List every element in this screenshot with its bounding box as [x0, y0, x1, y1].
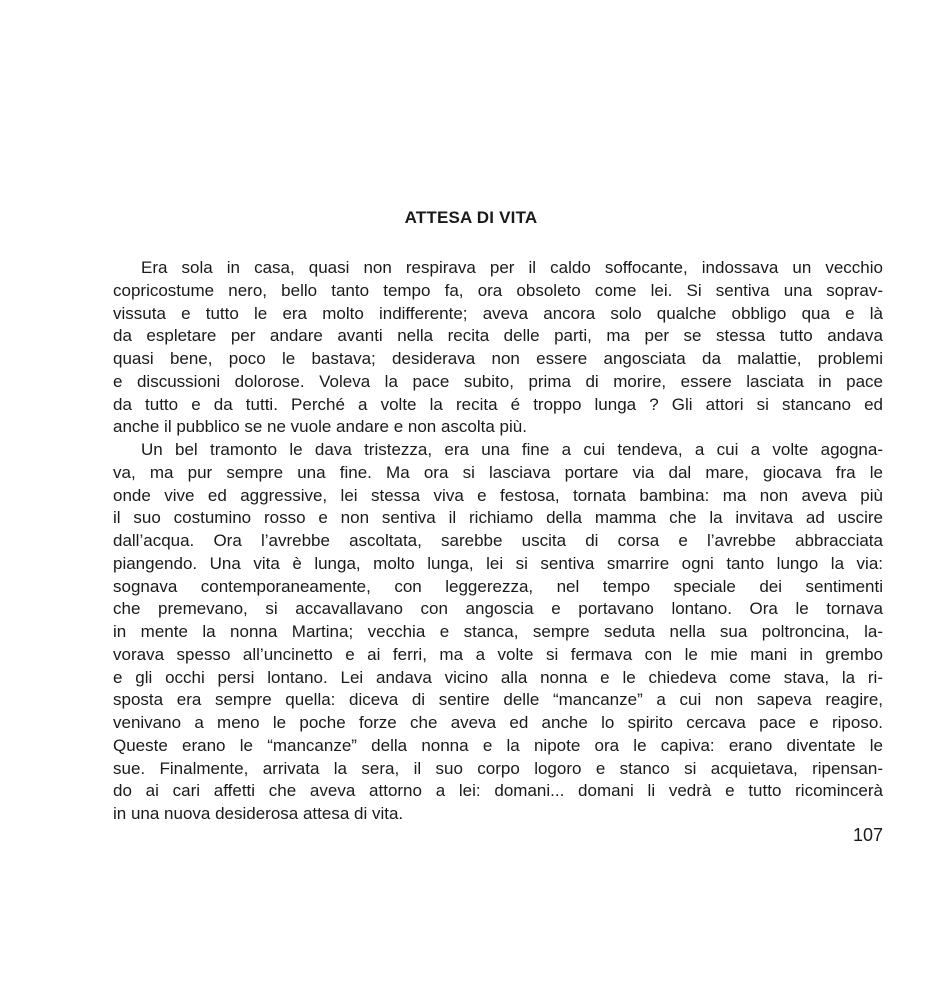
- text-line: quasi bene, poco le bastava; desiderava non essere angosciata da malattie, problemi: [113, 349, 883, 368]
- text-line: che premevano, si accavallavano con angoscia e portavano lontano. Ora le tornava: [113, 599, 883, 619]
- text-line: in mente la nonna Martina; vecchia e stanca, sempre seduta nella sua poltroncina, la-: [113, 622, 883, 641]
- text-line: vissuta e tutto le era molto indifferente; aveva ancora solo qualche obbligo qua e là: [113, 303, 883, 323]
- text-line: sposta era sempre quella: diceva di sentire delle “mancanze” a cui non sapeva reagire,: [113, 690, 883, 710]
- text-line: va, ma pur sempre una fine. Ma ora si lasciava portare via dal mare, giocava fra le: [113, 462, 883, 482]
- text-line: da espletare per andare avanti nella recita delle parti, ma per se stessa tutto andava: [113, 326, 883, 346]
- paragraph: [113, 257, 883, 439]
- text-line: da tutto e da tutti. Perché a volte la recita é troppo lunga ? Gli attori si stancano ed: [113, 394, 883, 414]
- text-line: dall’acqua. Ora l’avrebbe ascoltata, sarebbe uscita di corsa e l’avrebbe abbracciata: [113, 531, 883, 550]
- text-line: venivano a meno le poche forze che aveva ed anche lo spirito cercava pace e riposo.: [113, 713, 883, 732]
- text-line: sue. Finalmente, arrivata la sera, il suo corpo logoro e stanco si acquietava, ripensan-: [113, 758, 883, 778]
- text-line: in una nuova desiderosa attesa di vita.: [113, 804, 404, 823]
- text-line: e discussioni dolorose. Voleva la pace subito, prima di morire, essere lasciata in pace: [113, 371, 883, 391]
- page-number: 107: [852, 825, 883, 845]
- text-line: do ai cari affetti che aveva attorno a lei: domani... domani li vedrà e tutto ricomincerà: [113, 781, 883, 801]
- page-title: ATTESA DI VITA: [404, 208, 538, 227]
- paragraph: [113, 439, 883, 826]
- story-body: [113, 257, 883, 826]
- text-line: sognava contemporaneamente, con leggerezza, nel tempo speciale dei sentimenti: [113, 576, 883, 596]
- text-line: copricostume nero, bello tanto tempo fa, ora obsoleto come lei. Si sentiva una soprav-: [113, 280, 883, 300]
- text-line: anche il pubblico se ne vuole andare e non ascolta più.: [113, 417, 527, 437]
- text-line: Queste erano le “mancanze” della nonna e la nipote ora le capiva: erano diventate le: [113, 735, 883, 755]
- text-line: Era sola in casa, quasi non respirava per il caldo soffocante, indossava un vecchio: [141, 258, 883, 277]
- text-line: vorava spesso all’uncinetto e ai ferri, ma a volte si fermava con le mie mani in grembo: [113, 644, 883, 664]
- text-line: piangendo. Una vita è lunga, molto lunga, lei si sentiva smarrire ogni tanto lungo la via:: [113, 553, 883, 573]
- text-line: onde vive ed aggressive, lei stessa viva e festosa, tornata bambina: ma non aveva più: [113, 485, 883, 505]
- text-line: il suo costumino rosso e non sentiva il richiamo della mamma che la invitava ad uscire: [113, 508, 883, 528]
- text-line: e gli occhi persi lontano. Lei andava vicino alla nonna e le chiedeva come stava, la ri-: [113, 667, 883, 687]
- text-line: Un bel tramonto le dava tristezza, era una fine a cui tendeva, a cui a volte agogna-: [141, 440, 883, 459]
